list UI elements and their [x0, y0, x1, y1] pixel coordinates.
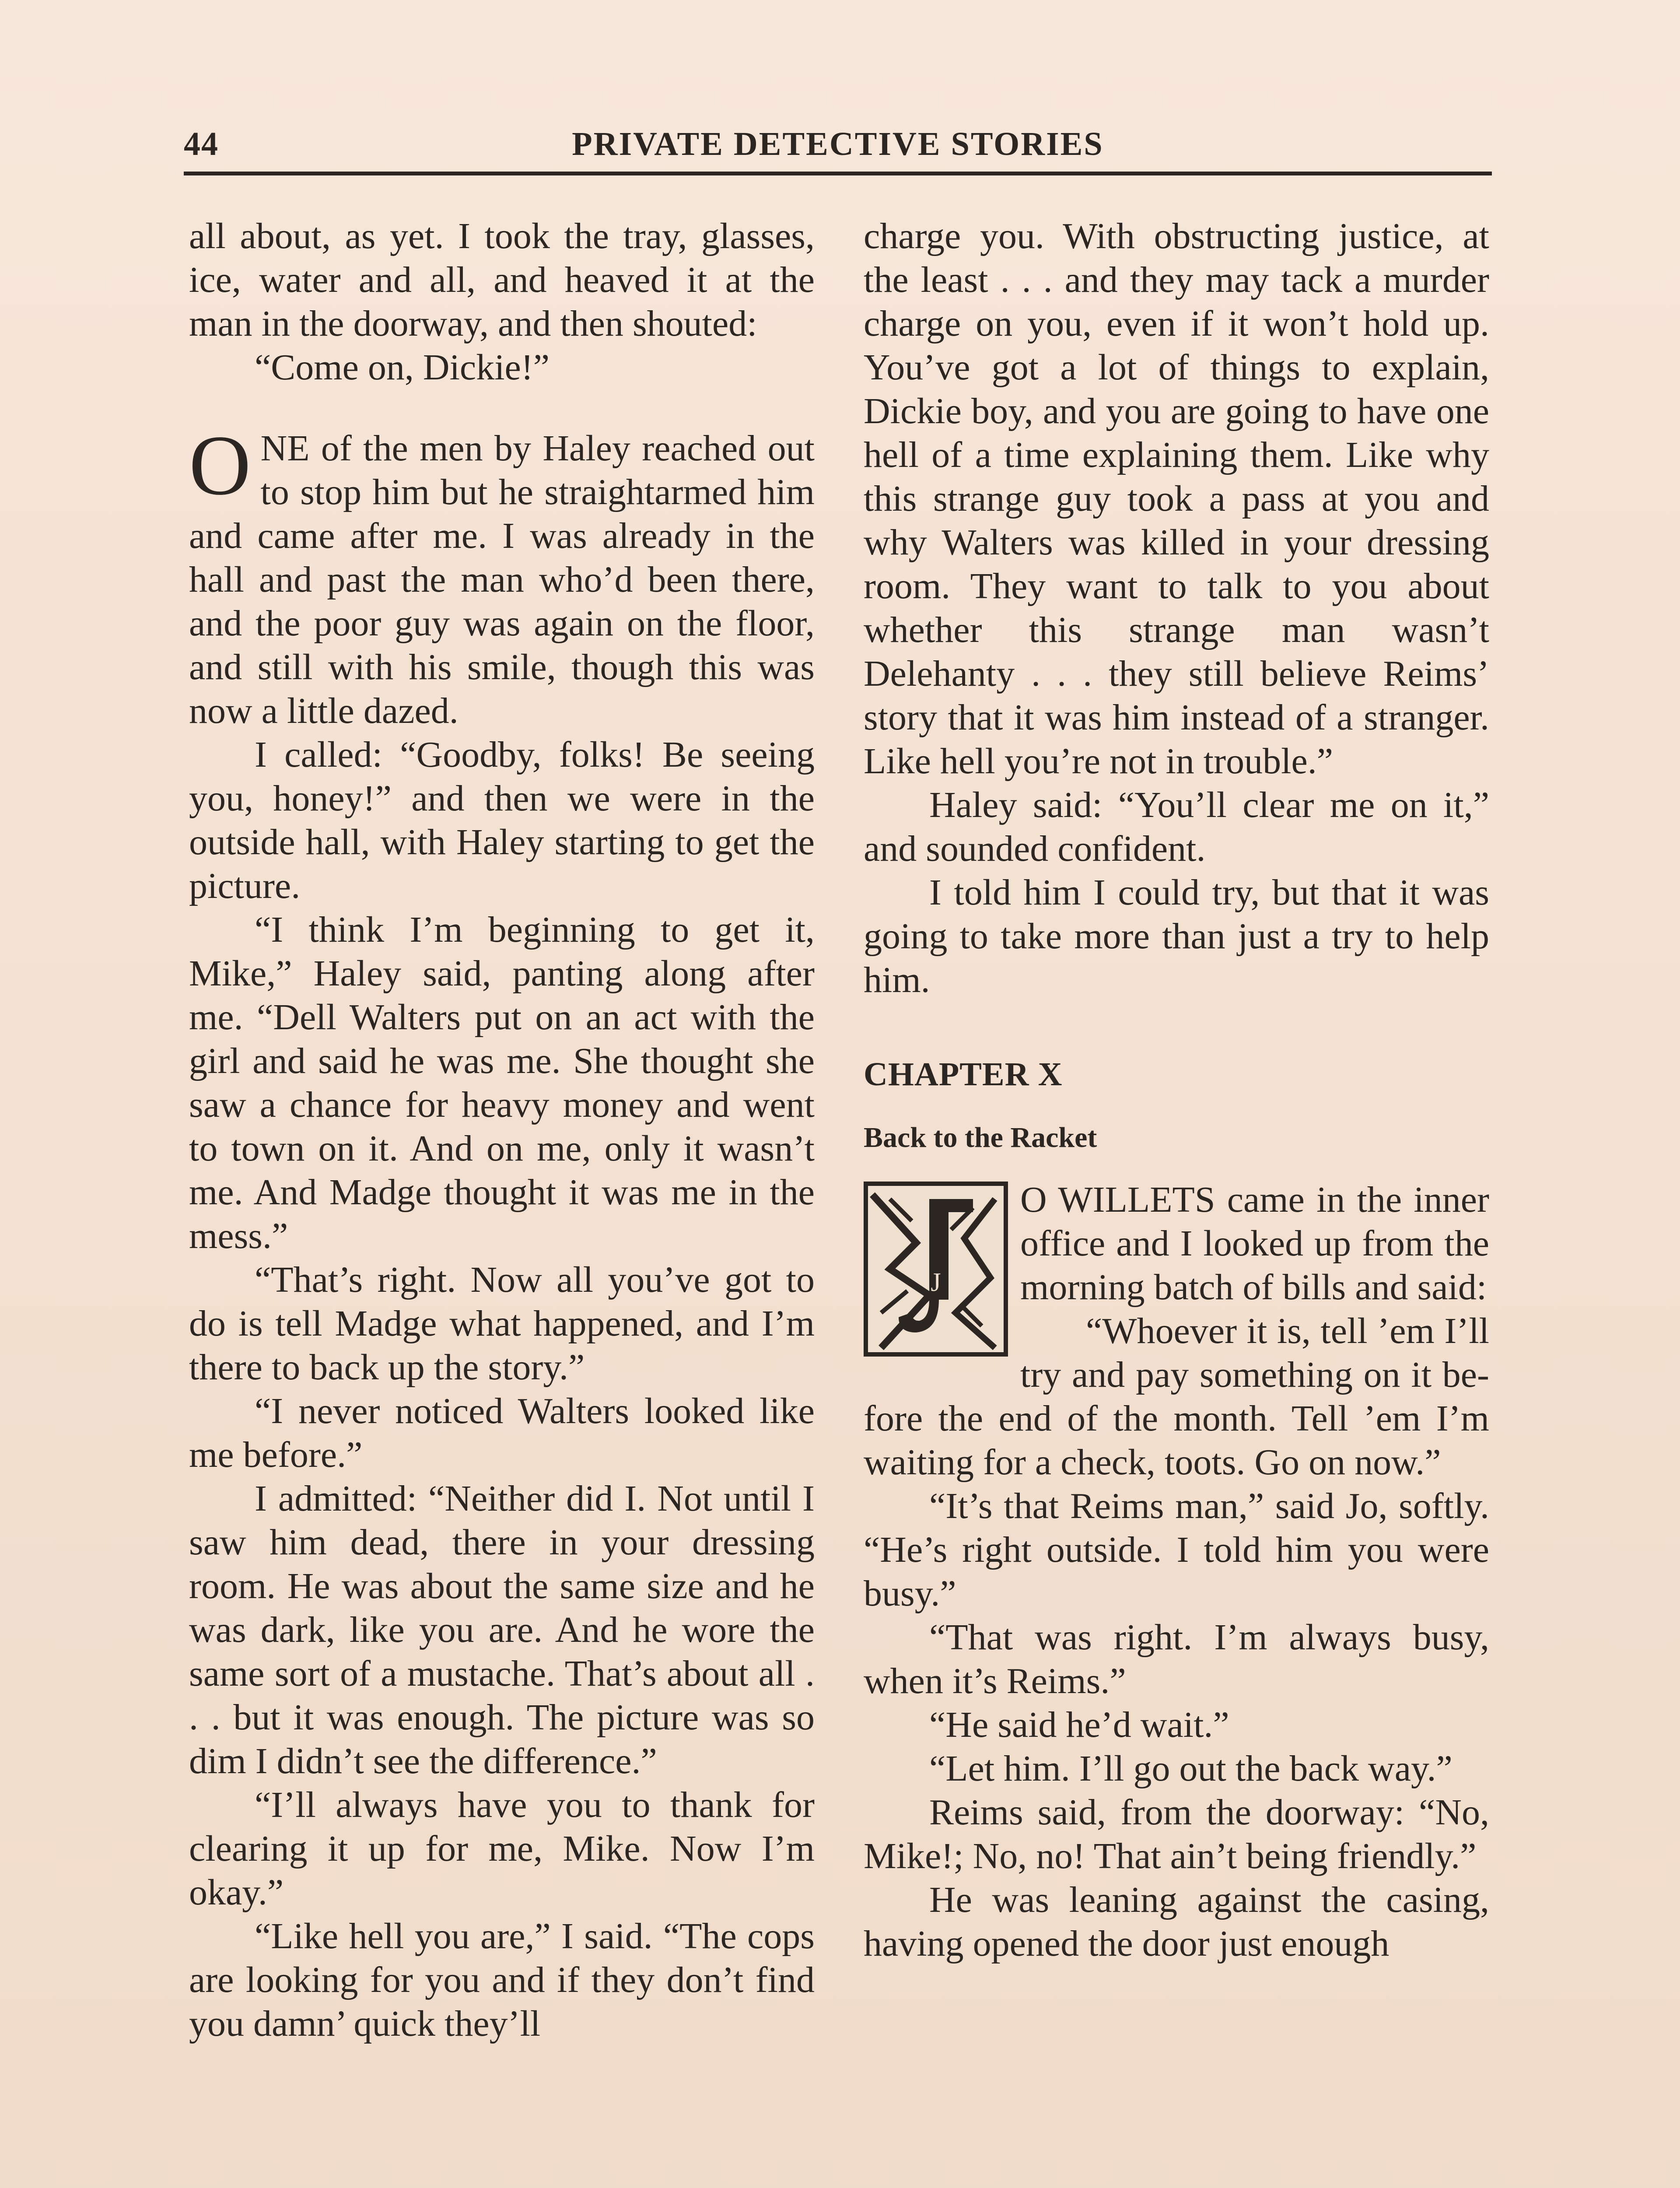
chapter-title: Back to the Racket [864, 1122, 1097, 1154]
paragraph: “Come on, Dickie!” [255, 347, 550, 388]
paragraph: “He said he’d wait.” [929, 1704, 1229, 1745]
paragraph: charge you. With obstructing justice, at the least . . . and they may tack a murder charge on you, even if it won’t hold up. You’ve got a lot of things to explain, Dickie boy, and you are going to have one hell of a time explaining them. Like why this strange guy took a pass at you and why Walters was killed in your dressing room. They want to talk to you about whether this strange man wasn’t Delehanty . . . they still believe Reims’ story that it was him instead of a stranger. Like hell you’re not in trouble.” [864, 216, 1489, 782]
paragraph: “That was right. I’m always busy, when it’s Reims.” [864, 1617, 1489, 1701]
paragraph: “I think I’m beginning to get it, Mike,” Haley said, panting along after me. “Dell Walters put on an act with the girl and said he was me. She thought she saw a chance for heavy money and went to town on it. And on me, only it wasn’t me. And Madge thought it was me in the mess.” [189, 909, 815, 1256]
paragraph-text: NE of the men by Haley reached out to stop him but he straightarmed him and came after me. I was already in the hall and past the man who’d been there, and the poor guy was again on the floor, and still with his smile, though this was now a little dazed. [189, 428, 815, 731]
paragraph: all about, as yet. I took the tray, glasses, ice, water and all, and heaved it at the man in the doorway, and then shouted: [189, 216, 815, 344]
paragraph: “Whoever it is, tell ’em I’ll try and pay something on it before the end of the month. Tell ’em I’m waiting for a check, toots. Go on now.” [864, 1311, 1489, 1483]
paragraph-text: O WILLETS came in the inner office and I looked up from the morning batch of bills and said: [1020, 1179, 1489, 1308]
paragraph: “That’s right. Now all you’ve got to do is tell Madge what happened, and I’m there to back up the story.” [189, 1259, 815, 1388]
paragraph: “I’ll always have you to thank for clearing it up for me, Mike. Now I’m okay.” [189, 1785, 815, 1913]
drop-cap-letter: O [189, 418, 251, 513]
paragraph: I called: “Goodby, folks! Be seeing you, honey!” and then we were in the outside hall, with Haley starting to get the picture. [189, 734, 815, 906]
header-rule [184, 172, 1492, 175]
paragraph: Reims said, from the doorway: “No, Mike!; No, no! That ain’t being friendly.” [864, 1792, 1489, 1876]
paragraph: “I never noticed Walters looked like me before.” [189, 1391, 815, 1475]
paragraph: “It’s that Reims man,” said Jo, softly. “He’s right outside. I told him you were busy.” [864, 1486, 1489, 1614]
paragraph: “Like hell you are,” I said. “The cops are looking for you and if they don’t find you damn’ quick they’ll [189, 1916, 815, 2044]
svg-text:J: J [931, 1268, 941, 1297]
woodcut-initial-j-icon [864, 1182, 1008, 1357]
page-number: 44 [184, 126, 219, 162]
chapter-number: CHAPTER X [864, 1056, 1063, 1093]
right-column [864, 214, 1489, 1966]
drop-cap-paragraph [189, 418, 815, 733]
paragraph: “Let him. I’ll go out the back way.” [929, 1748, 1452, 1789]
paragraph: I told him I could try, but that it was going to take more than just a try to help him. [864, 872, 1489, 1000]
left-column [189, 214, 815, 2046]
page-header [184, 117, 1492, 165]
paragraph: I admitted: “Neither did I. Not until I saw him dead, there in your dressing room. He was about the same size and he was dark, like you are. And he wore the same sort of a mustache. That’s about all . . . but it was enough. The picture was so dim I didn’t see the difference.” [189, 1478, 815, 1781]
running-title: PRIVATE DETECTIVE STORIES [572, 126, 1104, 162]
paragraph: Haley said: “You’ll clear me on it,” and sounded confident. [864, 785, 1489, 869]
woodcut-paragraph [864, 1178, 1489, 1309]
paragraph: He was leaning against the casing, having opened the door just enough [864, 1879, 1489, 1964]
